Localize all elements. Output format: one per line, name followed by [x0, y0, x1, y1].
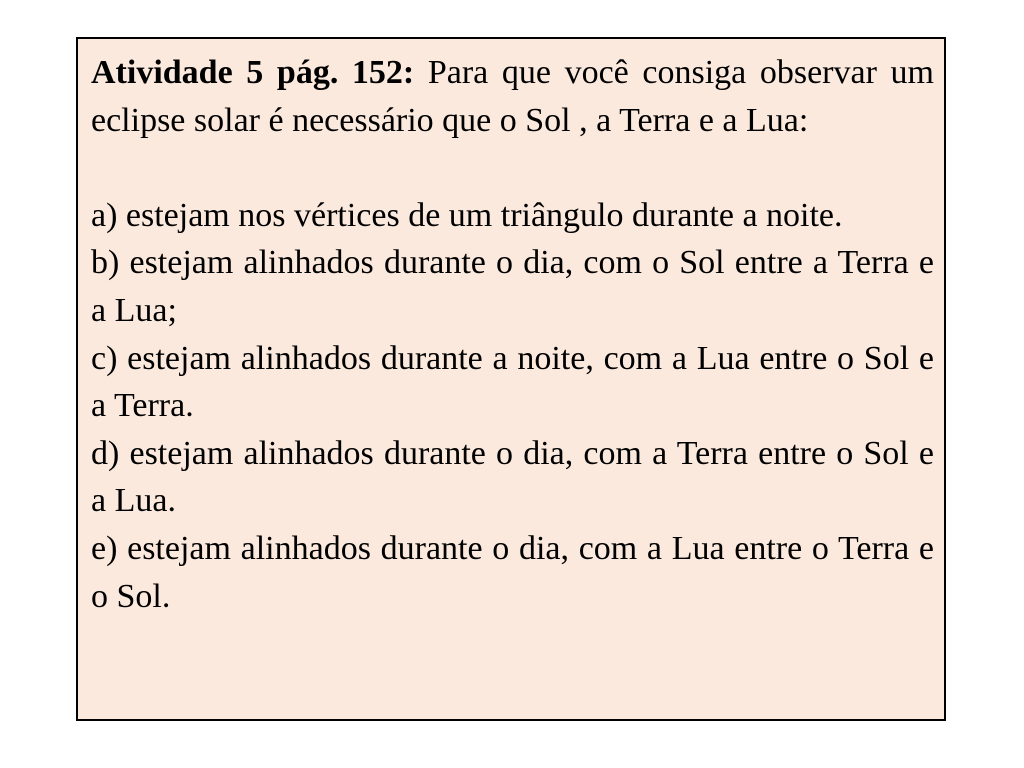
option-d: d) estejam alinhados durante o dia, com a Terra entre o Sol e a Lua.	[91, 434, 934, 520]
activity-title: Atividade 5 pág. 152:	[91, 54, 415, 91]
blank-line	[91, 144, 934, 192]
question-statement	[91, 49, 934, 144]
option-c: c) estejam alinhados durante a noite, com a Lua entre o Sol e a Terra.	[91, 339, 934, 425]
option-b: b) estejam alinhados durante o dia, com o Sol entre a Terra e a Lua;	[91, 244, 934, 329]
option-e: e) estejam alinhados durante o dia, com a Lua entre o Terra e o Sol.	[91, 529, 934, 615]
question-prompt: Para que você consiga observar um eclipse solar é necessário que o Sol , a Terra e a Lua:	[91, 54, 934, 139]
option-a: a) estejam nos vértices de um triângulo durante a noite.	[91, 196, 843, 234]
question-box	[76, 37, 946, 721]
